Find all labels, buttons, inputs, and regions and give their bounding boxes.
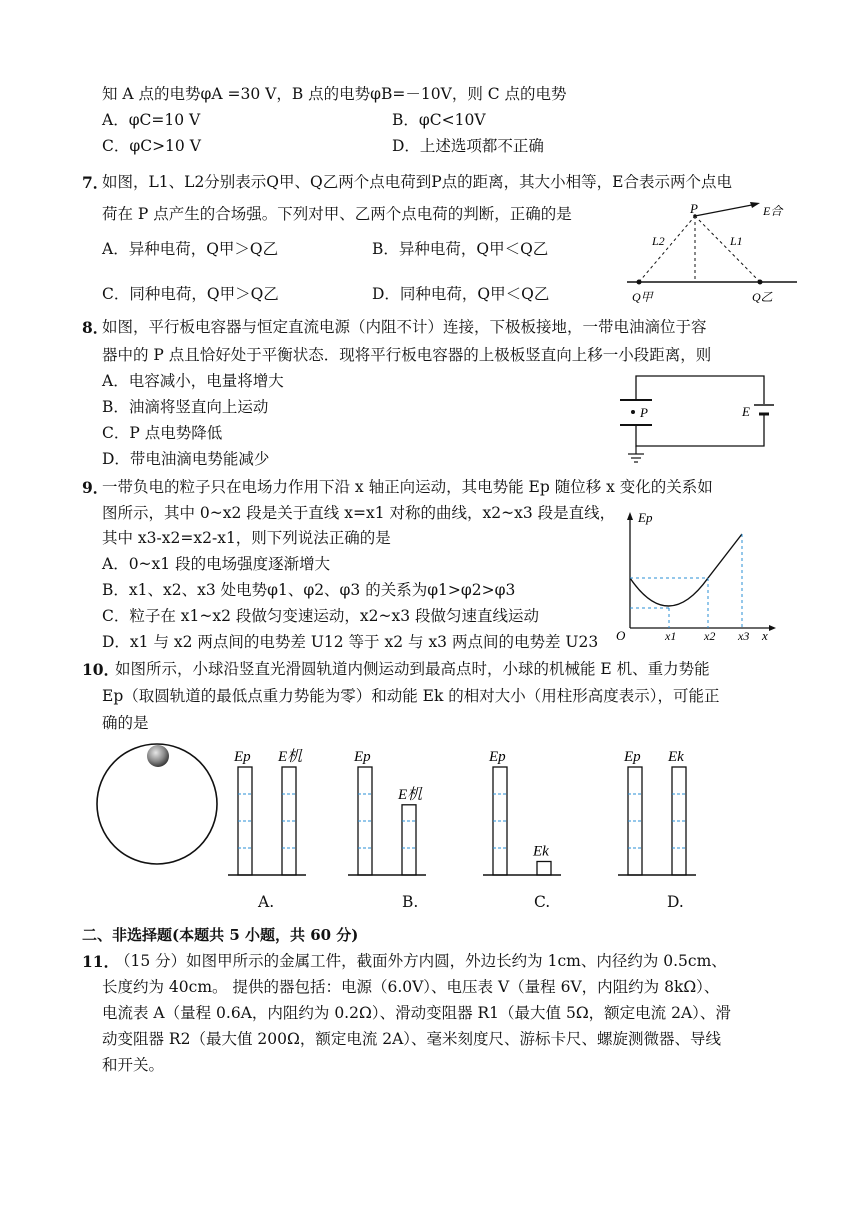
q10-stem-line3: 确的是: [102, 714, 149, 732]
q11-line5: 和开关。: [102, 1056, 165, 1074]
fig8-P: P: [640, 405, 648, 420]
q10-caption-a: A.: [258, 893, 275, 911]
fig9-x3: x3: [738, 629, 750, 643]
q-yi-point: [758, 280, 763, 285]
bar-label: Ek: [533, 843, 549, 860]
q9-stem-line1: 一带负电的粒子只在电场力作用下沿 x 轴正向运动，其电势能 Ep 随位移 x 变化的关系如: [102, 478, 713, 496]
q8-stem-line1: 如图，平行板电容器与恒定直流电源（内阻不计）连接，下极板接地，一带电油滴位于容: [102, 318, 707, 336]
q8-option-b: B．油滴将竖直向上运动: [102, 398, 269, 416]
q7-option-a: A．异种电荷，Q甲＞Q乙: [102, 240, 279, 258]
q9-option-a: A．0~x1 段的电场强度逐渐增大: [102, 555, 331, 573]
ep-curve: [630, 534, 742, 606]
q8-option-a: A．电容减小，电量将增大: [102, 372, 284, 390]
q10-caption-c: C.: [534, 893, 551, 911]
q9-figure: [612, 508, 782, 644]
bar-label: Ep: [354, 749, 371, 765]
ball: [147, 745, 169, 767]
q7-option-d: D．同种电荷，Q甲＜Q乙: [372, 285, 550, 303]
q11-line3: 电流表 A（量程 0.6A，内阻约为 0.2Ω）、滑动变阻器 R1（最大值 5Ω，额定电流 2A）、滑: [102, 1004, 731, 1022]
fig9-yaxis: Ep: [638, 510, 653, 525]
q8-option-d: D．带电油滴电势能减少: [102, 450, 270, 468]
fig9-origin: O: [616, 628, 626, 643]
bar-label: Ep: [489, 749, 506, 765]
q7-stem-line2: 荷在 P 点产生的合场强。下列对甲、乙两个点电荷的判断，正确的是: [102, 205, 572, 223]
q10-caption-d: D.: [667, 893, 684, 911]
q9-option-d: D．x1 与 x2 两点间的电势差 U12 等于 x2 与 x3 两点间的电势差 U23: [102, 633, 599, 651]
q9-option-c: C．粒子在 x1~x2 段做匀变速运动，x2~x3 段做匀速直线运动: [102, 607, 540, 625]
q8-figure: [612, 370, 787, 470]
q6-option-d: D．上述选项都不正确: [392, 137, 544, 155]
section-title: 二、非选择题(本题共 5 小题，共 60 分): [82, 926, 359, 944]
bar-label: Ep: [234, 749, 251, 765]
q6-line: 知 A 点的电势φA =30 V，B 点的电势φB=－10V，则 C 点的电势: [102, 85, 567, 103]
fig9-xaxis: x: [762, 628, 768, 643]
energy-bar: [537, 862, 551, 876]
q11-line2: 长度约为 40cm。 提供的器包括：电源（6.0V）、电压表 V（量程 6V，内阻约为 8kΩ）、: [102, 978, 720, 996]
q10-figure: [90, 742, 730, 887]
fig7-P: P: [690, 201, 698, 216]
energy-bar: [402, 805, 416, 875]
q7-figure: [622, 200, 802, 308]
q9-stem-line3: 其中 x3-x2=x2-x1，则下列说法正确的是: [102, 529, 391, 547]
bar-group-d: [618, 749, 696, 875]
q9-stem-line2: 图所示，其中 0~x2 段是关于直线 x=x1 对称的曲线，x2~x3 段是直线，: [102, 504, 616, 522]
bar-label: Ep: [624, 749, 641, 765]
fig9-x1: x1: [665, 629, 677, 643]
oil-drop: [631, 410, 635, 414]
q11-line1: （15 分）如图甲所示的金属工件，截面外方内圆，外边长约为 1cm、内径约为 0.5cm、: [115, 952, 727, 970]
q-jia-point: [637, 280, 642, 285]
q7-number: 7．: [82, 173, 109, 192]
fig7-Qb: Q乙: [752, 290, 773, 304]
fig7-E: E合: [763, 204, 783, 218]
bar-label: E机: [398, 786, 423, 803]
q7-option-b: B．异种电荷，Q甲＜Q乙: [372, 240, 549, 258]
q6-option-b: B．φC<10V: [392, 111, 486, 129]
q6-option-c: C．φC>10 V: [102, 137, 201, 155]
q10-stem-line2: Ep（取圆轨道的最低点重力势能为零）和动能 Ek 的相对大小（用柱形高度表示），可能正: [102, 687, 720, 705]
bar-group-a: [228, 748, 306, 875]
q9-number: 9．: [82, 478, 109, 497]
q8-option-c: C．P 点电势降低: [102, 424, 223, 442]
q8-stem-line2: 器中的 P 点且恰好处于平衡状态．现将平行板电容器的上极板竖直向上移一小段距离，则: [102, 346, 712, 364]
fig7-L1: L1: [730, 234, 743, 248]
q10-stem-line1: 如图所示，小球沿竖直光滑圆轨道内侧运动到最高点时，小球的机械能 E 机、重力势能: [115, 660, 710, 678]
q10-caption-b: B.: [402, 893, 419, 911]
q10-number: 10．: [82, 660, 120, 679]
bar-group-b: [348, 749, 426, 875]
q9-option-b: B．x1、x2、x3 处电势φ1、φ2、φ3 的关系为φ1>φ2>φ3: [102, 581, 516, 599]
bar-label: E机: [278, 749, 303, 765]
q11-line4: 动变阻器 R2（最大值 200Ω，额定电流 2A）、毫米刻度尺、游标卡尺、螺旋测微器、导线: [102, 1030, 722, 1048]
q7-option-c: C．同种电荷，Q甲＞Q乙: [102, 285, 279, 303]
fig7-Qa: Q甲: [632, 290, 653, 304]
q11-number: 11．: [82, 952, 120, 971]
bar-group-c: [483, 749, 561, 875]
q8-number: 8．: [82, 318, 109, 337]
fig8-E: E: [742, 404, 750, 419]
q7-stem-line1: 如图，L1、L2分别表示Q甲、Q乙两个点电荷到P点的距离，其大小相等，E合表示两个点电: [102, 173, 732, 191]
fig9-x2: x2: [704, 629, 716, 643]
q6-option-a: A．φC=10 V: [102, 111, 201, 129]
fig7-L2: L2: [652, 234, 665, 248]
bar-label: Ek: [668, 749, 684, 765]
